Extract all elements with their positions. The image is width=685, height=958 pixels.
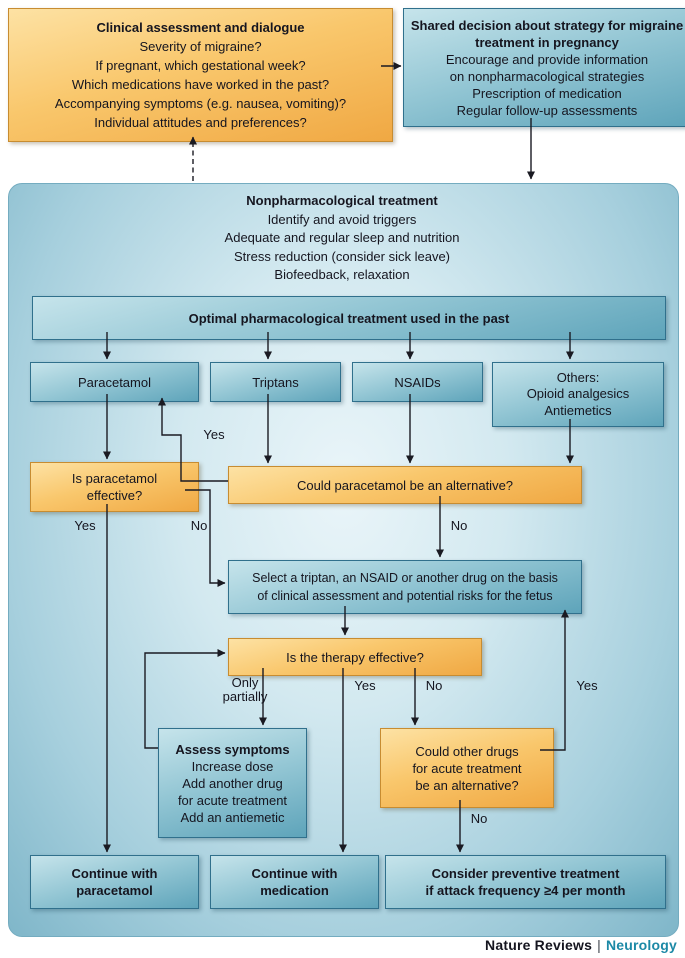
assess-symptoms-line: Add another drug [182,775,283,791]
is-therapy-effective-label: Is the therapy effective? [286,649,424,665]
clinical-line: Accompanying symptoms (e.g. nausea, vomiting)? [54,96,347,111]
label-no-could-paracetamol: No [450,518,468,533]
continue-medication-line: Continue with [251,866,338,881]
preventive-treatment-line: Consider preventive treatment [431,866,620,881]
footer-journal: Neurology [605,937,677,953]
preventive-treatment-box [385,855,666,909]
clinical-line: Severity of migraine? [139,39,262,54]
select-drug-line: of clinical assessment and potential risks for the fetus [257,589,553,603]
others-line: Others: [556,369,600,385]
clinical-line: If pregnant, which gestational week? [95,58,306,73]
shared-decision-line: on nonpharmacological strategies [449,68,645,84]
nonpharmacological-line: Identify and avoid triggers [267,211,417,227]
could-paracetamol-box [228,466,582,504]
label-no-paracetamol-effective: No [190,518,208,533]
others-line: Opioid analgesics [526,386,630,402]
label-yes-therapy-effective: Yes [354,678,376,693]
paracetamol-label: Paracetamol [78,374,151,390]
nonpharmacological-line: Biofeedback, relaxation [274,267,410,282]
nonpharmacological-block [92,192,592,285]
assess-symptoms-line: Add an antiemetic [180,809,285,825]
continue-medication-box [210,855,379,909]
clinical-assessment-title: Clinical assessment and dialogue [96,20,305,35]
assess-symptoms-line: Increase dose [191,758,274,774]
label-only-partially: Only partially [222,675,268,704]
shared-decision-line: Prescription of medication [472,85,622,101]
label-no-therapy-effective: No [425,678,443,693]
shared-decision-line: Encourage and provide information [445,51,649,67]
is-paracetamol-effective-line: effective? [86,488,143,503]
is-paracetamol-effective-line: Is paracetamol [71,471,158,486]
others-box [492,362,664,427]
footer-brand: Nature Reviews [485,937,593,953]
label-yes-could-paracetamol: Yes [203,427,225,442]
label-no-could-other: No [470,811,488,826]
clinical-assessment-box [8,8,393,142]
journal-footer [485,937,677,953]
could-other-drugs-line: be an alternative? [415,777,519,793]
optimal-treatment-label: Optimal pharmacological treatment used in the past [188,310,510,326]
clinical-line: Which medications have worked in the past? [71,77,330,92]
select-drug-box [228,560,582,614]
preventive-treatment-line: if attack frequency ≥4 per month [425,883,626,898]
continue-paracetamol-line: Continue with [71,866,158,881]
shared-decision-title: Shared decision about strategy for migraine treatment in pregnancy [410,17,684,50]
continue-paracetamol-line: paracetamol [76,883,153,898]
nsaids-label: NSAIDs [394,374,441,390]
triptans-box [210,362,341,402]
nsaids-box [352,362,483,402]
select-drug-line: Select a triptan, an NSAID or another drug on the basis [252,571,558,585]
label-yes-paracetamol-effective: Yes [74,518,96,533]
nonpharmacological-line: Adequate and regular sleep and nutrition [224,230,460,245]
triptans-label: Triptans [252,374,299,390]
assess-symptoms-line: for acute treatment [177,792,288,808]
optimal-treatment-box [32,296,666,340]
paracetamol-box [30,362,199,402]
clinical-line: Individual attitudes and preferences? [94,115,307,130]
footer-separator: | [597,937,601,953]
could-other-drugs-line: Could other drugs [415,743,519,759]
shared-decision-box [403,8,685,127]
others-line: Antiemetics [544,402,612,418]
continue-paracetamol-box [30,855,199,909]
nonpharmacological-title: Nonpharmacological treatment [246,193,438,208]
is-therapy-effective-box [228,638,482,676]
continue-medication-line: medication [260,883,329,898]
assess-symptoms-title: Assess symptoms [175,741,290,757]
is-paracetamol-effective-box [30,462,199,512]
could-other-drugs-line: for acute treatment [412,760,522,776]
shared-decision-line: Regular follow-up assessments [456,102,638,118]
could-paracetamol-label: Could paracetamol be an alternative? [296,477,514,493]
assess-symptoms-box [158,728,307,838]
could-other-drugs-box [380,728,554,808]
nonpharmacological-line: Stress reduction (consider sick leave) [233,248,451,264]
label-yes-could-other: Yes [576,678,598,693]
